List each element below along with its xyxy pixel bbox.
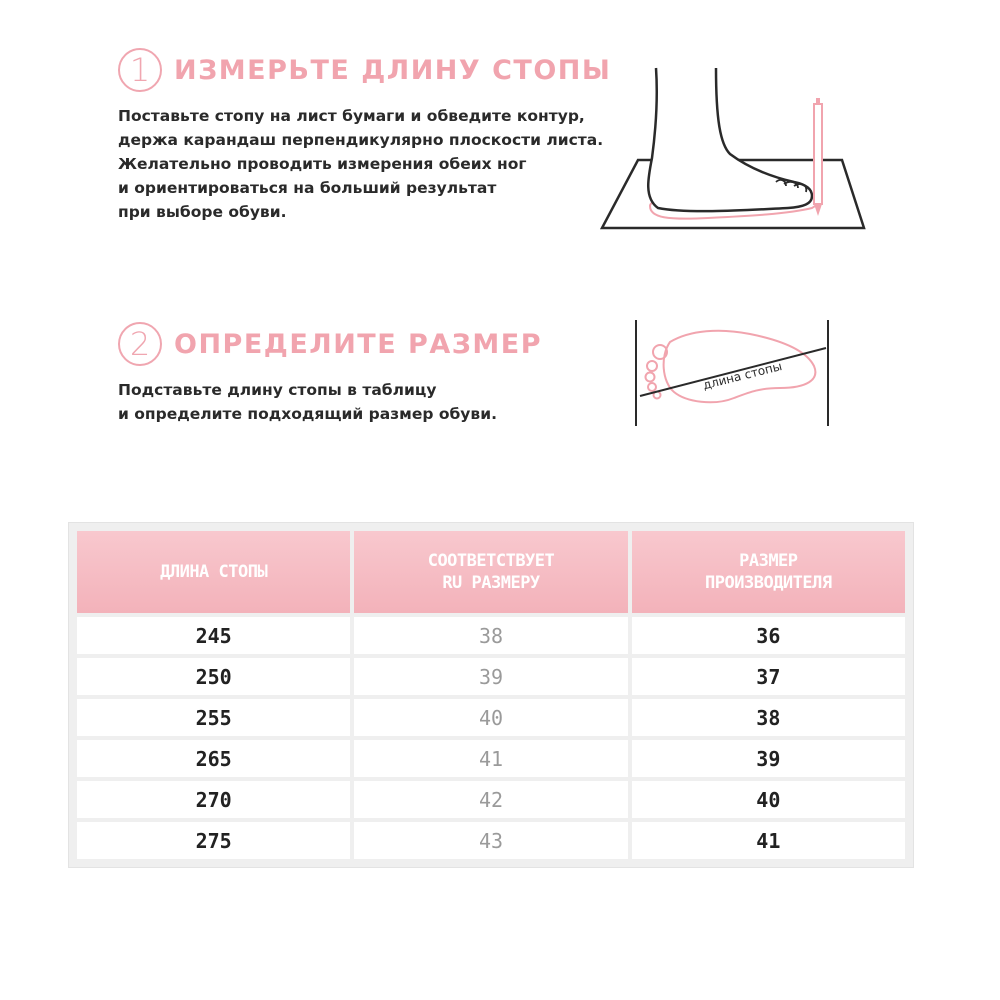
- size-table-grid: [73, 527, 909, 863]
- toe-outline: [648, 383, 656, 391]
- step-2-title: ОПРЕДЕЛИТЕ РАЗМЕР: [174, 328, 543, 360]
- table-header-row: [77, 531, 905, 613]
- step-1-text: [118, 104, 611, 224]
- cell-manufacturer-size: 41: [632, 822, 905, 859]
- foot-drawing: [648, 68, 812, 211]
- step-1-header: [118, 48, 611, 92]
- cell-foot-length: 265: [77, 740, 350, 777]
- cell-ru-size: 38: [354, 617, 627, 654]
- cell-manufacturer-size: 37: [632, 658, 905, 695]
- step-1-line: и ориентироваться на больший результат: [118, 179, 497, 197]
- size-table: [68, 522, 914, 868]
- step-1-line: Поставьте стопу на лист бумаги и обведите контур,: [118, 107, 585, 125]
- table-row: [77, 699, 905, 736]
- step-2-text: [118, 378, 542, 426]
- step-2-line: Подставьте длину стопы в таблицу: [118, 381, 437, 399]
- step-1-line: при выборе обуви.: [118, 203, 287, 221]
- header-foot-length: ДЛИНА СТОПЫ: [77, 531, 350, 613]
- step-2-header: [118, 322, 542, 366]
- cell-manufacturer-size: 36: [632, 617, 905, 654]
- header-manufacturer-size: РАЗМЕР ПРОИЗВОДИТЕЛЯ: [632, 531, 905, 613]
- table-row: [77, 740, 905, 777]
- footprint-outline: [664, 331, 816, 403]
- cell-ru-size: 40: [354, 699, 627, 736]
- foot-measure-illustration-icon: [598, 58, 868, 238]
- cell-manufacturer-size: 39: [632, 740, 905, 777]
- cell-foot-length: 255: [77, 699, 350, 736]
- toe-outline: [647, 361, 657, 371]
- cell-foot-length: 245: [77, 617, 350, 654]
- step-2: [118, 322, 542, 426]
- table-row: [77, 617, 905, 654]
- step-2-number: 2: [118, 322, 162, 366]
- header-ru-size: СООТВЕТСТВУЕТ RU РАЗМЕРУ: [354, 531, 627, 613]
- step-1-number: 1: [118, 48, 162, 92]
- cell-foot-length: 270: [77, 781, 350, 818]
- step-1-line: держа карандаш перпендикулярно плоскости листа.: [118, 131, 604, 149]
- cell-ru-size: 43: [354, 822, 627, 859]
- cell-ru-size: 39: [354, 658, 627, 695]
- cell-manufacturer-size: 40: [632, 781, 905, 818]
- toe-outline: [646, 373, 655, 382]
- table-row: [77, 822, 905, 859]
- table-row: [77, 658, 905, 695]
- cell-ru-size: 42: [354, 781, 627, 818]
- foot-length-diagram-icon: [630, 316, 836, 432]
- step-2-line: и определите подходящий размер обуви.: [118, 405, 497, 423]
- pencil-top: [816, 98, 820, 104]
- step-1-line: Желательно проводить измерения обеих ног: [118, 155, 527, 173]
- table-row: [77, 781, 905, 818]
- step-1-title: ИЗМЕРЬТЕ ДЛИНУ СТОПЫ: [174, 54, 612, 86]
- cell-foot-length: 250: [77, 658, 350, 695]
- diagram-label: длина стопы: [701, 359, 784, 393]
- pencil: [814, 104, 822, 204]
- cell-ru-size: 41: [354, 740, 627, 777]
- cell-foot-length: 275: [77, 822, 350, 859]
- step-1: [118, 48, 611, 224]
- cell-manufacturer-size: 38: [632, 699, 905, 736]
